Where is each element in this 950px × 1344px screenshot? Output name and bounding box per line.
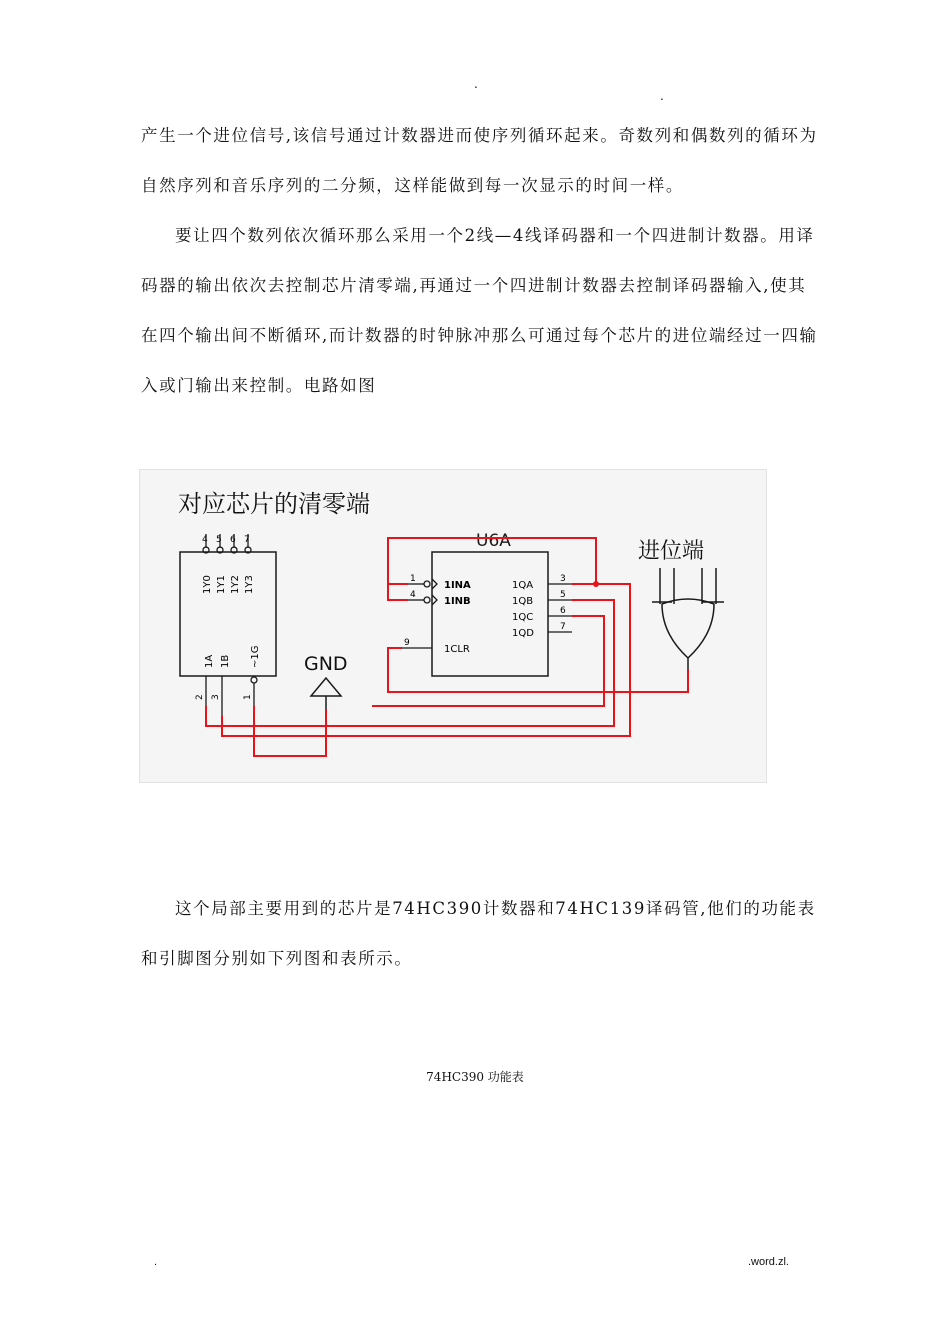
junction-dot xyxy=(593,581,599,587)
decoder-pin-6: 6 xyxy=(230,535,236,545)
decoder-out-1y1: 1Y1 xyxy=(216,575,227,594)
decoder-out-1y3: 1Y3 xyxy=(244,575,255,594)
counter-pin-3: 3 xyxy=(560,574,566,584)
circuit-diagram xyxy=(140,470,766,782)
paragraph-2: 要让四个数列依次循环那么采用一个2线—4线译码器和一个四进制计数器。用译码器的输出依次去控制芯片清零端,再通过一个四进制计数器去控制译码器输入,使其在四个输出间不断循环,而计数器的时钟脉冲那么可通过每个芯片的进位端经过一四输入或门输出来控制。电路如图 xyxy=(141,226,818,395)
gnd-label: GND xyxy=(304,653,348,675)
decoder-pin-2: 2 xyxy=(195,694,205,700)
figure-title: 对应芯片的清零端 xyxy=(178,490,370,518)
decoder-pin-7: 7 xyxy=(244,535,250,545)
footer-dot: . xyxy=(154,1256,158,1268)
decoder-pin-1: 1 xyxy=(243,694,253,700)
decoder-in-1a: 1A xyxy=(204,654,215,668)
chip-u6a-label: U6A xyxy=(476,531,511,551)
counter-in-1clr: 1CLR xyxy=(444,644,470,655)
paragraph-3: 这个局部主要用到的芯片是74HC390计数器和74HC139译码管,他们的功能表和引脚图分别如下列图和表所示。 xyxy=(141,899,816,968)
or-gate xyxy=(652,568,724,670)
decoder-pin-5: 5 xyxy=(216,535,222,545)
footer-source: .word.zl. xyxy=(748,1256,789,1268)
table-caption: 74HC390 功能表 xyxy=(426,1070,524,1084)
decoder-in-1b: 1B xyxy=(220,654,231,668)
counter-in-1inb: 1INB xyxy=(444,596,471,607)
counter-pin-6: 6 xyxy=(560,606,566,616)
paragraph-1: 产生一个进位信号,该信号通过计数器进而使序列循环起来。奇数列和偶数列的循环为自然序列和音乐序列的二分频，这样能做到每一次显示的时间一样。 xyxy=(141,126,818,195)
decoder-pin-4: 4 xyxy=(202,535,208,545)
header-dot-right: . xyxy=(660,89,664,103)
counter-pin-7: 7 xyxy=(560,622,566,632)
gnd-symbol xyxy=(311,678,341,696)
decoder-out-1y2: 1Y2 xyxy=(230,575,241,594)
counter-pin-5: 5 xyxy=(560,590,566,600)
counter-out-1qb: 1QB xyxy=(512,596,534,607)
counter-out-1qa: 1QA xyxy=(512,580,534,591)
counter-pin-1: 1 xyxy=(410,574,416,584)
counter-pin-4: 4 xyxy=(410,590,416,600)
counter-pin-9: 9 xyxy=(404,638,410,648)
carry-label: 进位端 xyxy=(638,539,705,564)
counter-out-1qd: 1QD xyxy=(512,628,534,639)
circuit-figure xyxy=(139,469,767,783)
decoder-out-1y0: 1Y0 xyxy=(202,575,213,594)
decoder-pin-3: 3 xyxy=(211,694,221,700)
counter-out-1qc: 1QC xyxy=(512,612,534,623)
decoder-in-1g: ~1G xyxy=(250,645,261,668)
header-dot-left: . xyxy=(474,77,478,91)
counter-in-1ina: 1INA xyxy=(444,580,471,591)
